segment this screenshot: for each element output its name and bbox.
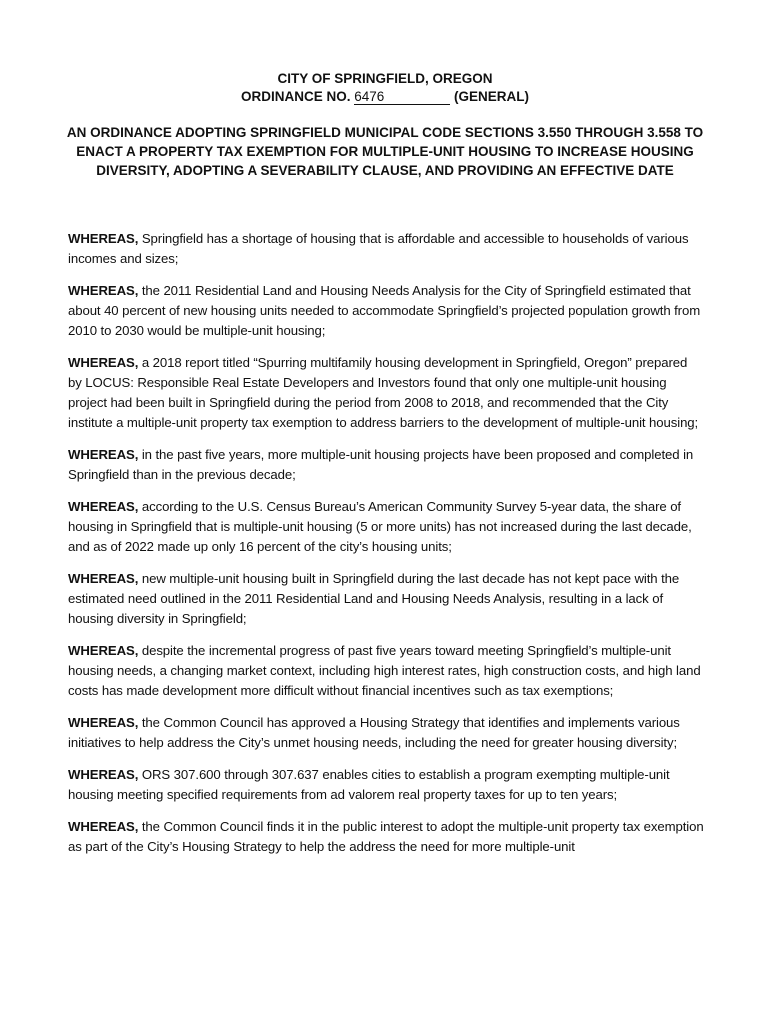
whereas-clause: [68, 353, 704, 433]
ordinance-prefix: ORDINANCE NO.: [240, 89, 351, 104]
ordinance-suffix: (GENERAL): [454, 89, 530, 104]
whereas-clause: [68, 713, 704, 753]
whereas-text: despite the incremental progress of past five years toward meeting Springfield’s multiple-unit housing needs, a changing market context, including high interest rates, high construction costs, and high land costs has made development more difficult without financial incentives such as tax exemptions;: [68, 643, 701, 698]
whereas-text: in the past five years, more multiple-unit housing projects have been proposed and completed in Springfield than in the previous decade;: [68, 447, 694, 482]
whereas-text: the 2011 Residential Land and Housing Needs Analysis for the City of Springfield estimated that about 40 percent of new housing units needed to accommodate Springfield’s projected population growth from 2010 to 2030 would be multiple-unit housing;: [68, 283, 701, 338]
whereas-clause: [68, 765, 704, 805]
whereas-lead: WHEREAS,: [68, 231, 139, 246]
city-heading: CITY OF SPRINGFIELD, OREGON: [277, 71, 493, 86]
whereas-text: a 2018 report titled “Spurring multifamily housing development in Springfield, Oregon” prepared by LOCUS: Responsible Real Estate Developers and Investors found that only one multiple-unit housing project had been built in Springfield during the period from 2008 to 2018, and recommended that the City institute a multiple-unit property tax exemption to address barriers to the development of multiple-unit housing;: [68, 355, 699, 430]
whereas-text: the Common Council finds it in the public interest to adopt the multiple-unit property tax exemption as part of the City’s Housing Strategy to help the address the need for more multiple-unit: [68, 819, 704, 854]
whereas-clauses: [68, 229, 704, 869]
whereas-clause: [68, 641, 704, 701]
whereas-lead: WHEREAS,: [68, 715, 139, 730]
whereas-lead: WHEREAS,: [68, 819, 139, 834]
whereas-text: according to the U.S. Census Bureau’s American Community Survey 5-year data, the share of housing in Springfield that is multiple-unit housing (5 or more units) has not increased during the last decade, and as of 2022 made up only 16 percent of the city’s housing units;: [68, 499, 692, 554]
whereas-lead: WHEREAS,: [68, 643, 139, 658]
whereas-lead: WHEREAS,: [68, 447, 139, 462]
whereas-lead: WHEREAS,: [68, 499, 139, 514]
whereas-text: Springfield has a shortage of housing that is affordable and accessible to households of various incomes and sizes;: [68, 231, 689, 266]
whereas-clause: [68, 281, 704, 341]
ordinance-title: AN ORDINANCE ADOPTING SPRINGFIELD MUNICIPAL CODE SECTIONS 3.550 THROUGH 3.558 TO ENACT A PROPERTY TAX EXEMPTION FOR MULTIPLE-UNIT HOUSING TO INCREASE HOUSING DIVERSITY, ADOPTING A SEVERABILITY CLAUSE, AND PROVIDING AN EFFECTIVE DATE: [66, 125, 704, 178]
whereas-text: the Common Council has approved a Housing Strategy that identifies and implements various initiatives to help address the City’s unmet housing needs, including the need for greater housing diversity;: [68, 715, 680, 750]
ordinance-number: 6476: [354, 90, 450, 105]
whereas-lead: WHEREAS,: [68, 283, 139, 298]
whereas-clause: [68, 569, 704, 629]
whereas-clause: [68, 229, 704, 269]
whereas-lead: WHEREAS,: [68, 571, 139, 586]
whereas-clause: [68, 817, 704, 857]
whereas-text: new multiple-unit housing built in Springfield during the last decade has not kept pace with the estimated need outlined in the 2011 Residential Land and Housing Needs Analysis, resulting in a lack of housing diversity in Springfield;: [68, 571, 680, 626]
whereas-lead: WHEREAS,: [68, 355, 139, 370]
whereas-clause: [68, 497, 704, 557]
whereas-clause: [68, 445, 704, 485]
whereas-lead: WHEREAS,: [68, 767, 139, 782]
ordinance-heading: [0, 88, 770, 106]
whereas-text: ORS 307.600 through 307.637 enables cities to establish a program exempting multiple-unit housing meeting specified requirements from ad valorem real property taxes for up to ten years;: [68, 767, 670, 802]
